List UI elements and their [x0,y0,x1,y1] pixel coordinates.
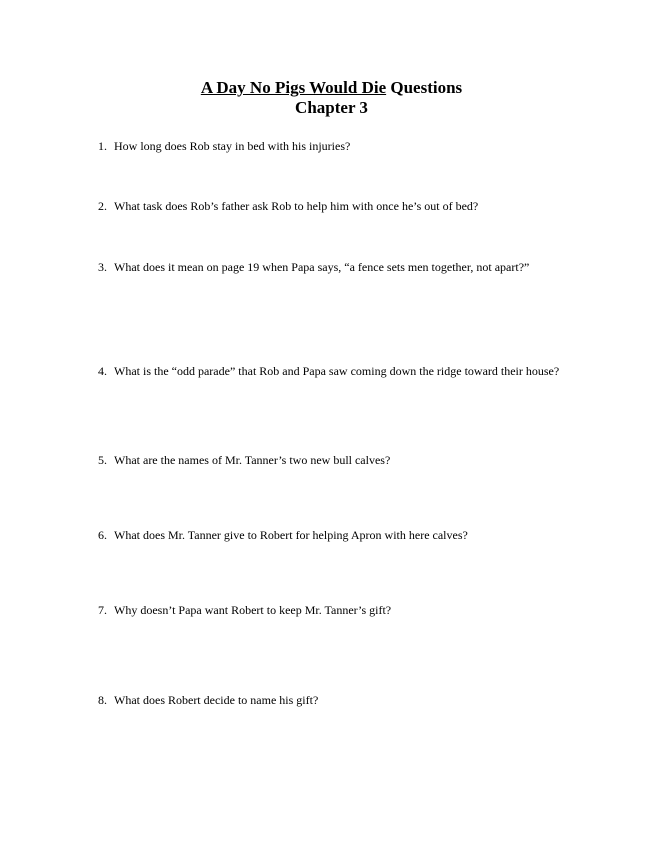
question-text: What task does Rob’s father ask Rob to help him with once he’s out of bed? [114,199,479,213]
question-text: What does it mean on page 19 when Papa says, “a fence sets men together, not apart?” [114,260,530,274]
question-number: 6. [98,528,107,542]
book-title: A Day No Pigs Would Die [200,78,387,97]
question-text: How long does Rob stay in bed with his injuries? [114,139,351,153]
question-number: 3. [98,260,107,274]
chapter-heading: Chapter 3 [295,98,368,117]
question-number: 4. [98,364,107,378]
question-1 [98,139,568,154]
question-text: What is the “odd parade” that Rob and Papa saw coming down the ridge toward their house? [114,364,560,378]
question-5 [98,453,568,468]
question-number: 2. [98,199,107,213]
question-number: 8. [98,693,107,707]
question-number: 1. [98,139,107,153]
title-line [0,78,663,98]
question-3 [98,260,568,275]
question-6 [98,528,568,543]
question-text: Why doesn’t Papa want Robert to keep Mr. Tanner’s gift? [114,603,392,617]
question-text: What does Robert decide to name his gift? [114,693,319,707]
question-4 [98,364,568,379]
question-number: 5. [98,453,107,467]
question-8 [98,693,568,708]
question-text: What does Mr. Tanner give to Robert for helping Apron with here calves? [114,528,468,542]
question-number: 7. [98,603,107,617]
question-text: What are the names of Mr. Tanner’s two new bull calves? [114,453,391,467]
question-2 [98,199,568,214]
question-7 [98,603,568,618]
title-suffix: Questions [386,78,463,97]
worksheet-title [0,78,663,118]
